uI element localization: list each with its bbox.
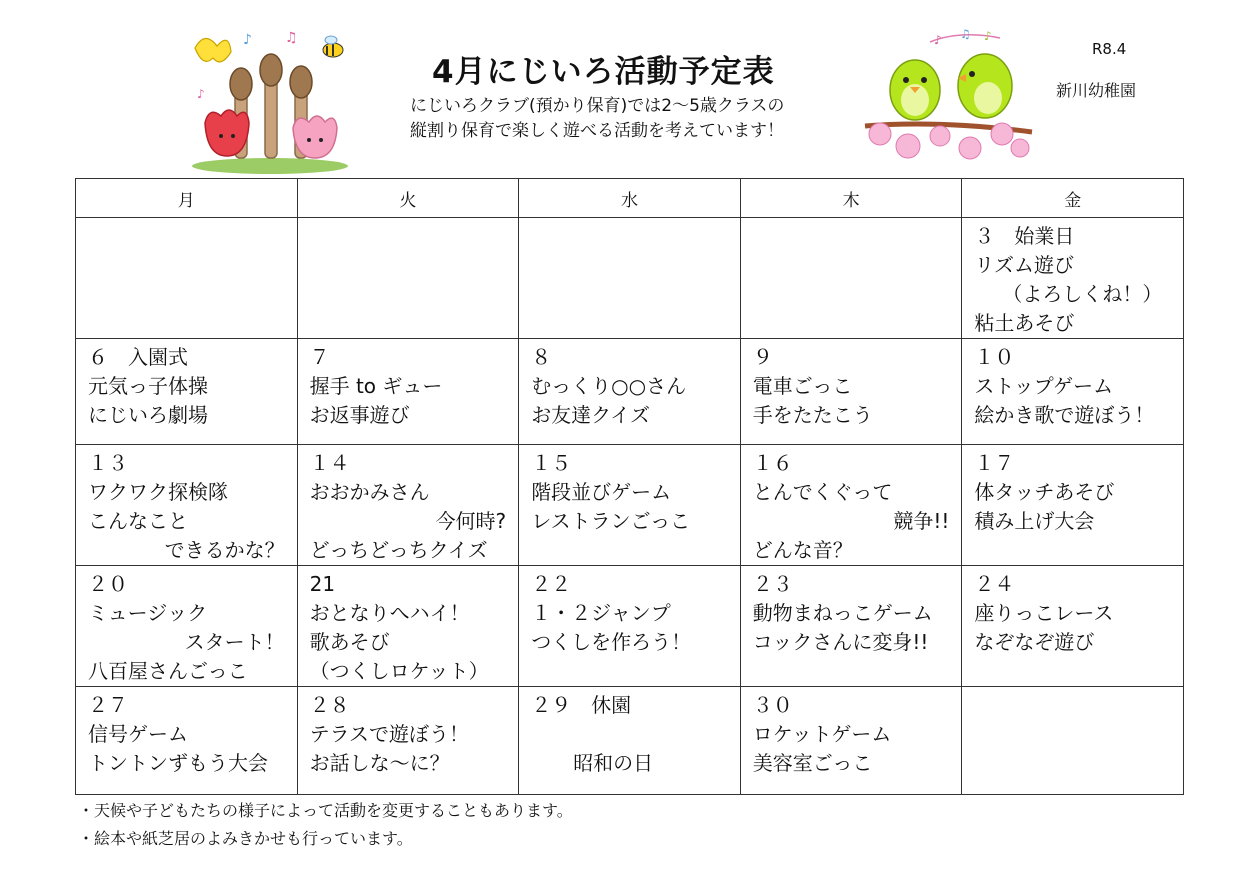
activity-text: つくしを作ろう！: [531, 630, 692, 654]
day-number: ７: [309, 345, 330, 369]
svg-text:♪: ♪: [243, 32, 252, 48]
day-number: １７: [974, 451, 1015, 475]
day-number: ９: [752, 345, 773, 369]
day-cell: [297, 339, 519, 445]
day-cell: [76, 218, 298, 339]
svg-text:♪: ♪: [197, 87, 205, 101]
svg-text:♫: ♫: [285, 30, 298, 46]
activity-text: 粘土あそび: [974, 311, 1075, 335]
birds-on-blossom-branch-illustration: [860, 24, 1035, 166]
activity-text: なぞなぞ遊び: [974, 630, 1095, 654]
activity-text: こんなこと: [88, 509, 188, 533]
svg-text:♫: ♫: [960, 27, 971, 41]
day-cell: [962, 339, 1184, 445]
activity-text: おおかみさん: [309, 480, 430, 504]
activity-text: 信号ゲーム: [88, 722, 188, 746]
activity-text: 階段並びゲーム: [531, 480, 672, 504]
activity-text: 絵かき歌で遊ぼう！: [974, 403, 1155, 427]
activity-text: どっちどっちクイズ: [309, 538, 488, 562]
day-cell: [740, 687, 962, 795]
day-cell: [297, 566, 519, 687]
activity-text: １・２ジャンプ: [531, 601, 671, 625]
activity-text: お返事遊び: [309, 403, 410, 427]
day-cell: [519, 218, 741, 339]
day-number: ２８: [309, 693, 350, 717]
svg-text:♪: ♪: [984, 29, 992, 43]
activity-text: おとなりへハイ！: [309, 601, 470, 625]
activity-text: コックさんに変身!!: [752, 630, 929, 654]
note-item: ・天候や子どもたちの様子によって活動を変更することもあります。: [78, 801, 573, 820]
day-cell: [519, 339, 741, 445]
activity-text: （よろしくね！）: [1002, 282, 1163, 306]
day-cell: [740, 445, 962, 566]
day-number: ２３: [752, 572, 793, 596]
activity-text: 歌あそび: [309, 630, 390, 654]
activity-calendar: [75, 178, 1184, 795]
day-number: １０: [974, 345, 1015, 369]
weekday-mon: 月: [76, 179, 298, 218]
activity-text: レストランごっこ: [531, 509, 691, 533]
day-cell: [76, 566, 298, 687]
activity-text: （つくしロケット）: [309, 659, 489, 683]
document-date: R8.4: [1092, 40, 1127, 58]
school-name: 新川幼稚園: [1056, 81, 1137, 100]
activity-text: 体タッチあそび: [974, 480, 1115, 504]
activity-text: [531, 720, 728, 749]
weekday-tue: 火: [297, 179, 519, 218]
day-cell: [740, 218, 962, 339]
day-cell: [519, 445, 741, 566]
day-number: ３ 始業日: [974, 224, 1075, 248]
note-item: ・絵本や紙芝居のよみきかせも行っています。: [78, 829, 413, 848]
day-number: ６ 入園式: [88, 345, 188, 369]
activity-text: ストップゲーム: [974, 374, 1114, 398]
weekday-wed: 水: [519, 179, 741, 218]
day-cell: [297, 218, 519, 339]
activity-text: 座りっこレース: [974, 601, 1114, 625]
day-cell: [740, 339, 962, 445]
day-number: ２０: [88, 572, 128, 596]
day-number: ２４: [974, 572, 1015, 596]
activity-text: リズム遊び: [974, 253, 1074, 277]
day-cell: [962, 566, 1184, 687]
activity-text: スタート！: [184, 630, 285, 654]
subtitle-line-1: にじいろクラブ(預かり保育)では2～5歳クラスの: [410, 96, 785, 116]
holiday-name: 昭和の日: [573, 751, 654, 775]
day-cell: [519, 566, 741, 687]
day-cell: [297, 687, 519, 795]
activity-text: 競争!!: [893, 509, 950, 533]
day-cell: [76, 687, 298, 795]
activity-text: 元気っ子体操: [88, 374, 208, 398]
day-cell: [740, 566, 962, 687]
activity-text: むっくり○○さん: [531, 374, 687, 398]
day-number: 21: [309, 572, 336, 596]
week-row: [76, 445, 1184, 566]
activity-text: ミュージック: [88, 601, 208, 625]
activity-text: とんでくぐって: [752, 480, 893, 504]
day-number: ２９ 休園: [531, 693, 632, 717]
day-number: １３: [88, 451, 128, 475]
day-number: １４: [309, 451, 350, 475]
day-number: １６: [752, 451, 793, 475]
page-title: 4月にじいろ活動予定表: [432, 54, 775, 90]
activity-text: できるかな？: [164, 538, 285, 562]
activity-text: にじいろ劇場: [88, 403, 208, 427]
day-cell: [962, 218, 1184, 339]
activity-text: ロケットゲーム: [752, 722, 892, 746]
activity-text: テラスで遊ぼう！: [309, 722, 469, 746]
day-cell: [519, 687, 741, 795]
weekday-thu: 木: [740, 179, 962, 218]
activity-text: 電車ごっこ: [752, 374, 853, 398]
day-cell: [962, 445, 1184, 566]
day-cell: [76, 339, 298, 445]
day-cell: [76, 445, 298, 566]
activity-text: トントンずもう大会: [88, 751, 268, 775]
week-row: [76, 566, 1184, 687]
page-subtitle: [410, 94, 784, 144]
day-cell: [962, 687, 1184, 795]
activity-text: 握手 to ギュー: [309, 374, 443, 398]
subtitle-line-2: 縦割り保育で楽しく遊べる活動を考えています！: [410, 121, 784, 141]
activity-text: 今何時?: [435, 509, 507, 533]
tulip-bee-illustration: [185, 28, 355, 176]
activity-text: お話しな～に？: [309, 751, 450, 775]
day-number: ３０: [752, 693, 793, 717]
week-row: [76, 687, 1184, 795]
activity-text: ワクワク探検隊: [88, 480, 228, 504]
weekday-header-row: [76, 179, 1184, 218]
activity-text: 手をたたこう: [752, 403, 873, 427]
svg-text:♪: ♪: [934, 33, 942, 47]
day-number: ２７: [88, 693, 128, 717]
activity-text: 積み上げ大会: [974, 509, 1095, 533]
activity-text: お友達クイズ: [531, 403, 650, 427]
activity-text: 動物まねっこゲーム: [752, 601, 933, 625]
week-row: [76, 218, 1184, 339]
activity-text: 八百屋さんごっこ: [88, 659, 248, 683]
activity-text: 美容室ごっこ: [752, 751, 873, 775]
weekday-fri: 金: [962, 179, 1184, 218]
day-number: １５: [531, 451, 572, 475]
footer-notes: [78, 797, 573, 853]
week-row: [76, 339, 1184, 445]
day-number: ２２: [531, 572, 572, 596]
day-cell: [297, 445, 519, 566]
day-number: ８: [531, 345, 552, 369]
activity-text: どんな音？: [752, 538, 853, 562]
